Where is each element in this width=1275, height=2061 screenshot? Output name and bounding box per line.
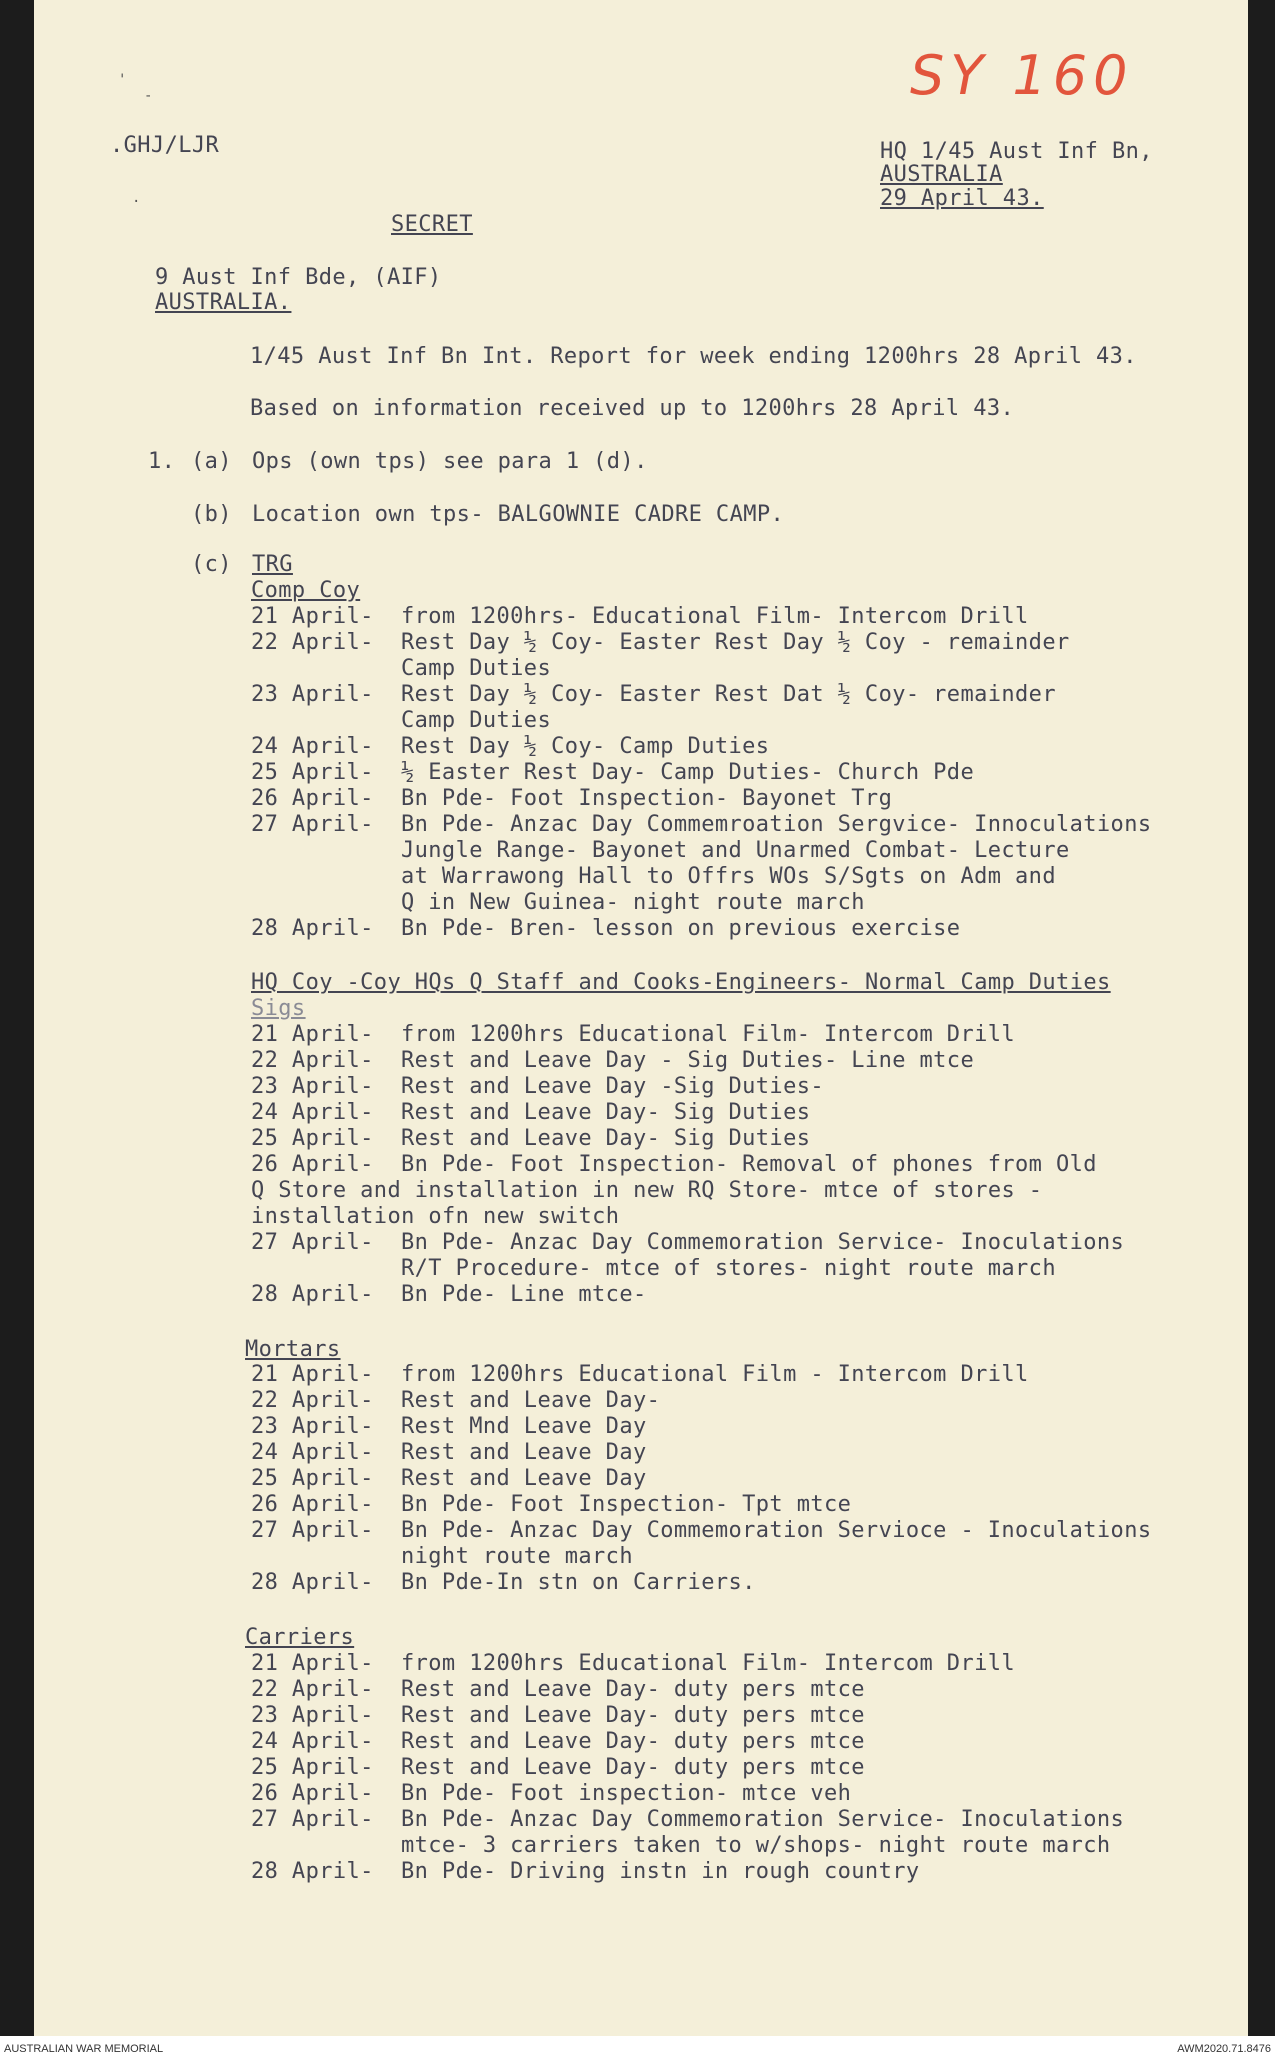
document-date: 29 April 43. bbox=[880, 186, 1044, 211]
entry-date: 23 April- bbox=[251, 1703, 374, 1728]
pencil-mark: . bbox=[132, 190, 141, 206]
entry-text: installation ofn new switch bbox=[251, 1204, 620, 1229]
report-title: 1/45 Aust Inf Bn Int. Report for week ending 1200hrs 28 April 43. bbox=[250, 344, 1137, 369]
entry-date: 22 April- bbox=[251, 1388, 374, 1413]
entry-text: from 1200hrs- Educational Film- Intercom Drill bbox=[401, 604, 1029, 629]
subpara-text: Location own tps- BALGOWNIE CADRE CAMP. bbox=[252, 502, 785, 527]
entry-text: night route march bbox=[401, 1544, 633, 1569]
entry-text: Q in New Guinea- night route march bbox=[401, 890, 865, 915]
entry-date: 21 April- bbox=[251, 1022, 374, 1047]
entry-text: Rest and Leave Day -Sig Duties- bbox=[401, 1074, 824, 1099]
file-reference: .GHJ/LJR bbox=[110, 133, 220, 158]
entry-text: Bn Pde- Foot Inspection- Tpt mtce bbox=[401, 1492, 852, 1517]
entry-text: Rest and Leave Day- duty pers mtce bbox=[401, 1755, 865, 1780]
entry-date: 24 April- bbox=[251, 1100, 374, 1125]
addressee-line: AUSTRALIA. bbox=[155, 290, 292, 315]
entry-date: 26 April- bbox=[251, 1492, 374, 1517]
entry-text: Bn Pde- Driving instn in rough country bbox=[401, 1859, 920, 1884]
entry-date: 24 April- bbox=[251, 1729, 374, 1754]
entry-text: Bn Pde- Anzac Day Commemroation Sergvice- Innoculations bbox=[401, 812, 1152, 837]
entry-text: Rest and Leave Day bbox=[401, 1466, 647, 1491]
entry-text: Q Store and installation in new RQ Store- mtce of stores - bbox=[251, 1178, 1043, 1203]
entry-text: Jungle Range- Bayonet and Unarmed Combat- Lecture bbox=[401, 838, 1070, 863]
document-page bbox=[34, 0, 1248, 2036]
entry-text: mtce- 3 carriers taken to w/shops- night route march bbox=[401, 1833, 1111, 1858]
entry-date: 25 April- bbox=[251, 1126, 374, 1151]
entry-text: Rest Day ½ Coy- Camp Duties bbox=[401, 734, 770, 759]
pencil-mark: - bbox=[144, 88, 153, 104]
entry-text: Rest and Leave Day- duty pers mtce bbox=[401, 1703, 865, 1728]
entry-text: R/T Procedure- mtce of stores- night route march bbox=[401, 1256, 1056, 1281]
entry-text: Bn Pde-In stn on Carriers. bbox=[401, 1570, 756, 1595]
entry-date: 21 April- bbox=[251, 604, 374, 629]
entry-date: 28 April- bbox=[251, 1859, 374, 1884]
para-number: 1. bbox=[148, 449, 176, 474]
section-subheading: Sigs bbox=[251, 996, 306, 1021]
section-heading: Mortars bbox=[245, 1337, 341, 1362]
entry-date: 26 April- bbox=[251, 1781, 374, 1806]
entry-text: Bn Pde- Anzac Day Commemoration Servioce - Inoculations bbox=[401, 1518, 1152, 1543]
entry-text: from 1200hrs Educational Film- Intercom Drill bbox=[401, 1022, 1016, 1047]
entry-date: 27 April- bbox=[251, 1807, 374, 1832]
entry-text: Bn Pde- Foot Inspection- Removal of phones from Old bbox=[401, 1152, 1097, 1177]
report-basis: Based on information received up to 1200hrs 28 April 43. bbox=[250, 396, 1015, 421]
entry-date: 28 April- bbox=[251, 1282, 374, 1307]
entry-text: Rest and Leave Day- duty pers mtce bbox=[401, 1729, 865, 1754]
entry-text: Bn Pde- Anzac Day Commemoration Service- Inoculations bbox=[401, 1807, 1125, 1832]
addressee-line: 9 Aust Inf Bde, (AIF) bbox=[155, 265, 442, 290]
entry-date: 22 April- bbox=[251, 630, 374, 655]
entry-text: from 1200hrs Educational Film - Intercom Drill bbox=[401, 1362, 1029, 1387]
entry-text: from 1200hrs Educational Film- Intercom Drill bbox=[401, 1651, 1016, 1676]
entry-date: 26 April- bbox=[251, 786, 374, 811]
entry-date: 24 April- bbox=[251, 1440, 374, 1465]
footer-institution: AUSTRALIAN WAR MEMORIAL bbox=[4, 2042, 164, 2055]
entry-text: Camp Duties bbox=[401, 708, 552, 733]
entry-text: Rest and Leave Day- Sig Duties bbox=[401, 1100, 811, 1125]
entry-date: 28 April- bbox=[251, 916, 374, 941]
entry-text: Rest and Leave Day- bbox=[401, 1388, 661, 1413]
entry-date: 27 April- bbox=[251, 812, 374, 837]
entry-date: 25 April- bbox=[251, 760, 374, 785]
entry-text: Bn Pde- Line mtce- bbox=[401, 1282, 647, 1307]
subpara-label: (b) bbox=[191, 502, 232, 527]
entry-text: Camp Duties bbox=[401, 656, 552, 681]
entry-date: 23 April- bbox=[251, 1414, 374, 1439]
pencil-reference-number: SY 160 bbox=[910, 44, 1134, 107]
classification: SECRET bbox=[391, 212, 473, 237]
entry-date: 28 April- bbox=[251, 1570, 374, 1595]
entry-text: Rest and Leave Day- Sig Duties bbox=[401, 1126, 811, 1151]
entry-text: Bn Pde- Foot inspection- mtce veh bbox=[401, 1781, 852, 1806]
subpara-label: (c) bbox=[191, 552, 232, 577]
footer-accession-number: AWM2020.71.8476 bbox=[1177, 2042, 1271, 2055]
entry-date: 22 April- bbox=[251, 1048, 374, 1073]
entry-text: Rest Mnd Leave Day bbox=[401, 1414, 647, 1439]
entry-date: 26 April- bbox=[251, 1152, 374, 1177]
entry-date: 25 April- bbox=[251, 1466, 374, 1491]
entry-date: 24 April- bbox=[251, 734, 374, 759]
entry-text: Rest and Leave Day- duty pers mtce bbox=[401, 1677, 865, 1702]
section-heading: HQ Coy -Coy HQs Q Staff and Cooks-Engineers- Normal Camp Duties bbox=[251, 970, 1111, 995]
entry-text: Rest Day ½ Coy- Easter Rest Day ½ Coy - remainder bbox=[401, 630, 1070, 655]
subpara-text: Ops (own tps) see para 1 (d). bbox=[252, 449, 648, 474]
entry-date: 27 April- bbox=[251, 1230, 374, 1255]
entry-date: 21 April- bbox=[251, 1651, 374, 1676]
entry-text: at Warrawong Hall to Offrs WOs S/Sgts on Adm and bbox=[401, 864, 1056, 889]
entry-text: Bn Pde- Anzac Day Commemoration Service- Inoculations bbox=[401, 1230, 1125, 1255]
sender-line: AUSTRALIA bbox=[880, 162, 1003, 187]
subpara-label: (a) bbox=[191, 449, 232, 474]
archive-footer bbox=[0, 2036, 1275, 2061]
entry-date: 21 April- bbox=[251, 1362, 374, 1387]
section-heading: Carriers bbox=[245, 1625, 355, 1650]
entry-text: Rest Day ½ Coy- Easter Rest Dat ½ Coy- remainder bbox=[401, 682, 1056, 707]
training-heading: TRG bbox=[252, 552, 293, 577]
entry-date: 23 April- bbox=[251, 682, 374, 707]
entry-text: Rest and Leave Day bbox=[401, 1440, 647, 1465]
entry-text: ½ Easter Rest Day- Camp Duties- Church Pde bbox=[401, 760, 975, 785]
entry-text: Bn Pde- Bren- lesson on previous exercise bbox=[401, 916, 961, 941]
entry-date: 27 April- bbox=[251, 1518, 374, 1543]
entry-text: Rest and Leave Day - Sig Duties- Line mtce bbox=[401, 1048, 975, 1073]
entry-date: 23 April- bbox=[251, 1074, 374, 1099]
pencil-mark: ' bbox=[118, 72, 127, 88]
entry-date: 25 April- bbox=[251, 1755, 374, 1780]
entry-date: 22 April- bbox=[251, 1677, 374, 1702]
sender-line: HQ 1/45 Aust Inf Bn, bbox=[880, 139, 1153, 164]
section-heading: Comp Coy bbox=[251, 578, 361, 603]
entry-text: Bn Pde- Foot Inspection- Bayonet Trg bbox=[401, 786, 893, 811]
